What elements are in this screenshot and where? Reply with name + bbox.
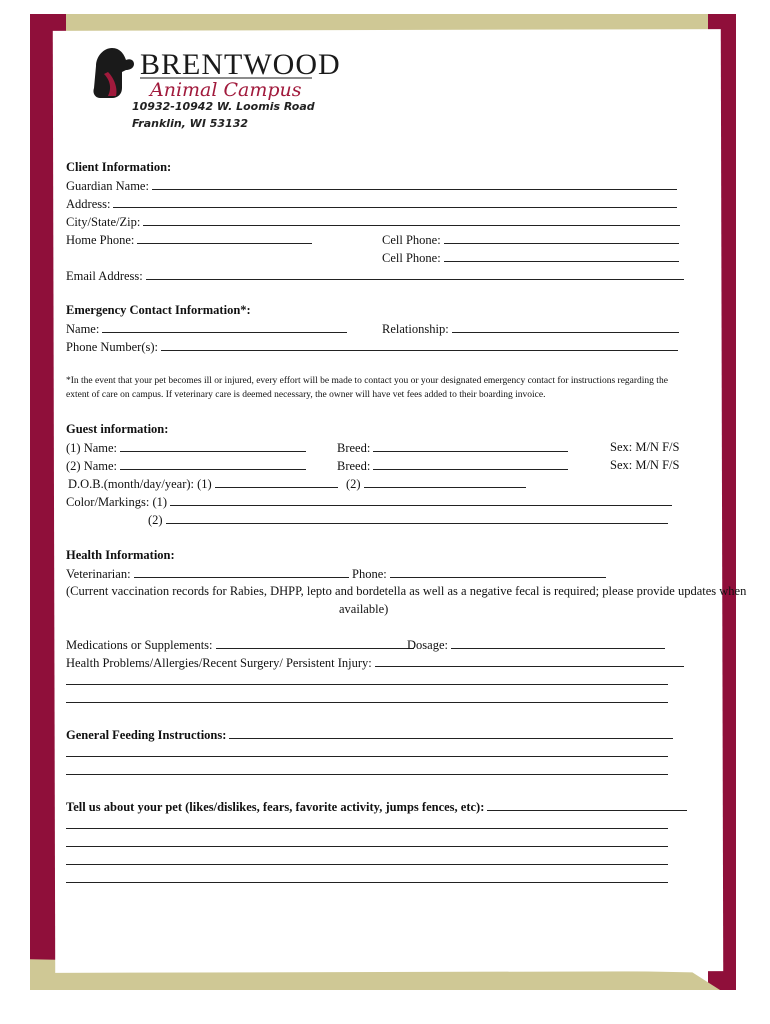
about-line-5: [66, 871, 668, 886]
health-problems-line-3: [66, 691, 668, 706]
cell-phone-field-2[interactable]: [444, 250, 679, 262]
client-heading: Client Information:: [66, 160, 172, 174]
relationship-field[interactable]: [452, 321, 679, 333]
feeding-line-2: [66, 745, 668, 760]
color-label-1: Color/Markings: (1): [66, 495, 168, 509]
dob-field-2[interactable]: [364, 476, 526, 488]
about-line-3: [66, 835, 668, 850]
email-field[interactable]: [146, 268, 684, 280]
about-line-2: [66, 817, 668, 832]
dosage-field[interactable]: [451, 637, 665, 649]
emergency-phone-field[interactable]: [161, 339, 678, 351]
vet-field[interactable]: [134, 566, 349, 578]
health-problems-label: Health Problems/Allergies/Recent Surgery/ Persistent Injury:: [66, 656, 372, 670]
about-heading: Tell us about your pet (likes/dislikes, fears, favorite activity, jumps fences, etc):: [66, 800, 485, 814]
vaccination-note-line-1: (Current vaccination records for Rabies, DHPP, lepto and bordetella as well as a negative fecal is required; please provide updates when: [66, 584, 747, 598]
feeding-row: [66, 727, 673, 742]
city-state-zip-row: [66, 214, 680, 229]
feeding-line-3: [66, 763, 668, 778]
guest-name-label-2: (2) Name:: [66, 459, 118, 473]
brand-top-text: BRENTWOOD: [140, 48, 341, 81]
health-problems-field-2[interactable]: [66, 673, 668, 685]
city-state-zip-label: City/State/Zip:: [66, 215, 141, 229]
about-line-4: [66, 853, 668, 868]
about-field-2[interactable]: [66, 817, 668, 829]
feeding-field-3[interactable]: [66, 763, 668, 775]
emergency-phone-label: Phone Number(s):: [66, 340, 158, 354]
cell-phone-field-1[interactable]: [444, 232, 679, 244]
about-field-5[interactable]: [66, 871, 668, 883]
color-field-1[interactable]: [170, 494, 672, 506]
dob-label-2: (2): [346, 477, 361, 491]
meds-field[interactable]: [216, 637, 414, 649]
breed-label-1: Breed:: [337, 441, 371, 455]
city-state-zip-field[interactable]: [143, 214, 680, 226]
cell-phone-label-1: Cell Phone:: [382, 233, 441, 247]
about-field-3[interactable]: [66, 835, 668, 847]
emergency-phone-row: [66, 339, 678, 354]
address-field[interactable]: [113, 196, 677, 208]
color-label-2: (2): [148, 513, 163, 527]
emergency-note: *In the event that your pet becomes ill or injured, every effort will be made to contact you or your designated emergency contact for instructions regarding the extent of care on campus. If veterinary care is deemed necessary, the owner will have vet fees added to their boarding invoice.: [66, 376, 668, 400]
breed-field-2[interactable]: [373, 458, 568, 470]
feeding-heading: General Feeding Instructions:: [66, 728, 227, 742]
about-field-4[interactable]: [66, 853, 668, 865]
cell-phone-label-2: Cell Phone:: [382, 251, 441, 265]
dosage-label: Dosage:: [407, 638, 448, 652]
breed-row-1: [337, 440, 568, 455]
relationship-row: [382, 321, 679, 336]
dosage-row: [407, 637, 665, 652]
address-line-1: 10932-10942 W. Loomis Road: [132, 100, 315, 113]
vet-row: [66, 566, 349, 581]
address-row: [66, 196, 677, 211]
guest-name-label-1: (1) Name:: [66, 441, 118, 455]
vet-phone-field[interactable]: [390, 566, 606, 578]
home-phone-field[interactable]: [137, 232, 312, 244]
guest-name-field-2[interactable]: [120, 458, 306, 470]
vet-phone-label: Phone:: [352, 567, 387, 581]
meds-label: Medications or Supplements:: [66, 638, 213, 652]
dob-row-1: [68, 476, 338, 491]
dob-field-1[interactable]: [215, 476, 338, 488]
breed-row-2: [337, 458, 568, 473]
email-row: [66, 268, 684, 283]
dob-label: D.O.B.(month/day/year): (1): [68, 477, 212, 491]
sex-selector-2[interactable]: Sex: M/N F/S: [610, 458, 680, 472]
guest-heading: Guest information:: [66, 422, 169, 436]
guardian-name-field[interactable]: [152, 178, 677, 190]
home-phone-row: [66, 232, 312, 247]
guardian-name-label: Guardian Name:: [66, 179, 149, 193]
guest-name-row-1: [66, 440, 306, 455]
health-problems-field[interactable]: [375, 655, 684, 667]
health-problems-row: [66, 655, 684, 670]
feeding-field[interactable]: [229, 727, 673, 739]
emergency-heading: Emergency Contact Information*:: [66, 303, 251, 317]
meds-row: [66, 637, 414, 652]
emergency-name-label: Name:: [66, 322, 100, 336]
relationship-label: Relationship:: [382, 322, 449, 336]
guest-name-row-2: [66, 458, 306, 473]
sex-selector-1[interactable]: Sex: M/N F/S: [610, 440, 680, 454]
home-phone-label: Home Phone:: [66, 233, 135, 247]
color-field-2[interactable]: [166, 512, 668, 524]
emergency-name-row: [66, 321, 347, 336]
dob-row-2: [346, 476, 526, 491]
breed-label-2: Breed:: [337, 459, 371, 473]
dog-silhouette-icon: [93, 48, 134, 98]
health-problems-field-3[interactable]: [66, 691, 668, 703]
brentwood-logo: [90, 44, 341, 102]
guest-name-field-1[interactable]: [120, 440, 306, 452]
cell-phone-row-2: [382, 250, 679, 265]
cell-phone-row-1: [382, 232, 679, 247]
about-field[interactable]: [487, 799, 687, 811]
vet-label: Veterinarian:: [66, 567, 131, 581]
health-problems-line-2: [66, 673, 668, 688]
email-label: Email Address:: [66, 269, 143, 283]
color-row-1: [66, 494, 672, 509]
emergency-name-field[interactable]: [102, 321, 347, 333]
color-row-2: [148, 512, 668, 527]
guardian-name-row: [66, 178, 677, 193]
feeding-field-2[interactable]: [66, 745, 668, 757]
address-line-2: Franklin, WI 53132: [132, 117, 249, 130]
health-heading: Health Information:: [66, 548, 175, 562]
vet-phone-row: [352, 566, 606, 581]
about-row: [66, 799, 687, 814]
brand-bottom-text: Animal Campus: [150, 79, 302, 101]
breed-field-1[interactable]: [373, 440, 568, 452]
address-label: Address:: [66, 197, 111, 211]
vaccination-note-line-2: available): [339, 602, 389, 616]
